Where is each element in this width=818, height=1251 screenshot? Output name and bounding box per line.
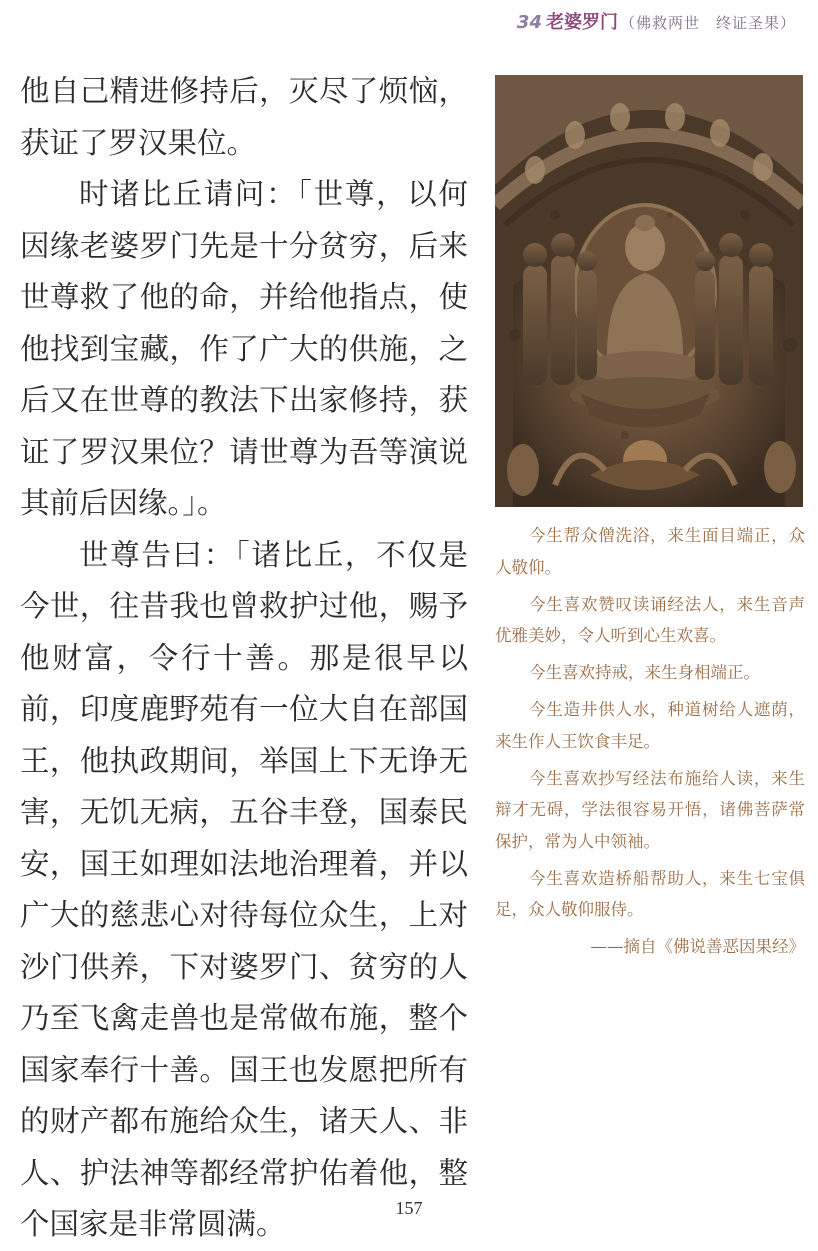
main-text-column [20,66,468,1251]
chapter-subtitle: （佛救两世 终证圣果） [619,14,796,32]
page-number: 157 [395,1198,423,1218]
body-paragraph: 时诸比丘请问：「世尊，以何因缘老婆罗门先是十分贫穷，后来世尊救了他的命，并给他指点，使他找到宝藏，作了广大的供施，之后又在世尊的教法下出家修持，获证了罗汉果位？请世尊为吾等演说其前后因缘。」。 [20,177,468,520]
sidebar-paragraph: 今生喜欢赞叹读诵经法人，来生音声优雅美妙，令人听到心生欢喜。 [495,594,805,645]
body-paragraph: 世尊告曰：「诸比丘，不仅是今世，往昔我也曾救护过他，赐予他财富，令行十善。那是很早以前，印度鹿野苑有一位大自在部国王，他执政期间，举国上下无诤无害，无饥无病，五谷丰登，国泰民安，国王如理如法地治理着，并以广大的慈悲心对待每位众生，上对沙门供养，下对婆罗门、贫穷的人乃至飞禽走兽也是常做布施，整个国家奉行十善。国王也发愿把所有的财产都布施给众生，诸天人、非人、护法神等都经常护佑着他，整个国家是非常圆满。 [20,537,468,1241]
sidebar-source-citation: ——摘自《佛说善恶因果经》 [590,937,805,956]
sidebar-paragraph: 今生造井供人水，种道树给人遮荫，来生作人王饮食丰足。 [495,700,805,751]
chapter-number: 34 [516,12,542,33]
sidebar-paragraph: 今生帮众僧洗浴，来生面目端正，众人敬仰。 [495,526,805,577]
sidebar-text-column [495,520,805,968]
chapter-title: 老婆罗门 [545,12,618,33]
sidebar-paragraph: 今生喜欢造桥船帮助人，来生七宝俱足，众人敬仰服侍。 [495,868,805,919]
sidebar-paragraph: 今生喜欢持戒，来生身相端正。 [529,663,760,682]
running-header [517,8,796,34]
buddha-relief-photo [495,75,803,507]
sidebar-paragraph: 今生喜欢抄写经法布施给人读，来生辩才无碍，学法很容易开悟，诸佛菩萨常保护，常为人中领袖。 [495,768,805,851]
body-paragraph: 他自己精进修持后，灭尽了烦恼，获证了罗汉果位。 [20,74,468,160]
